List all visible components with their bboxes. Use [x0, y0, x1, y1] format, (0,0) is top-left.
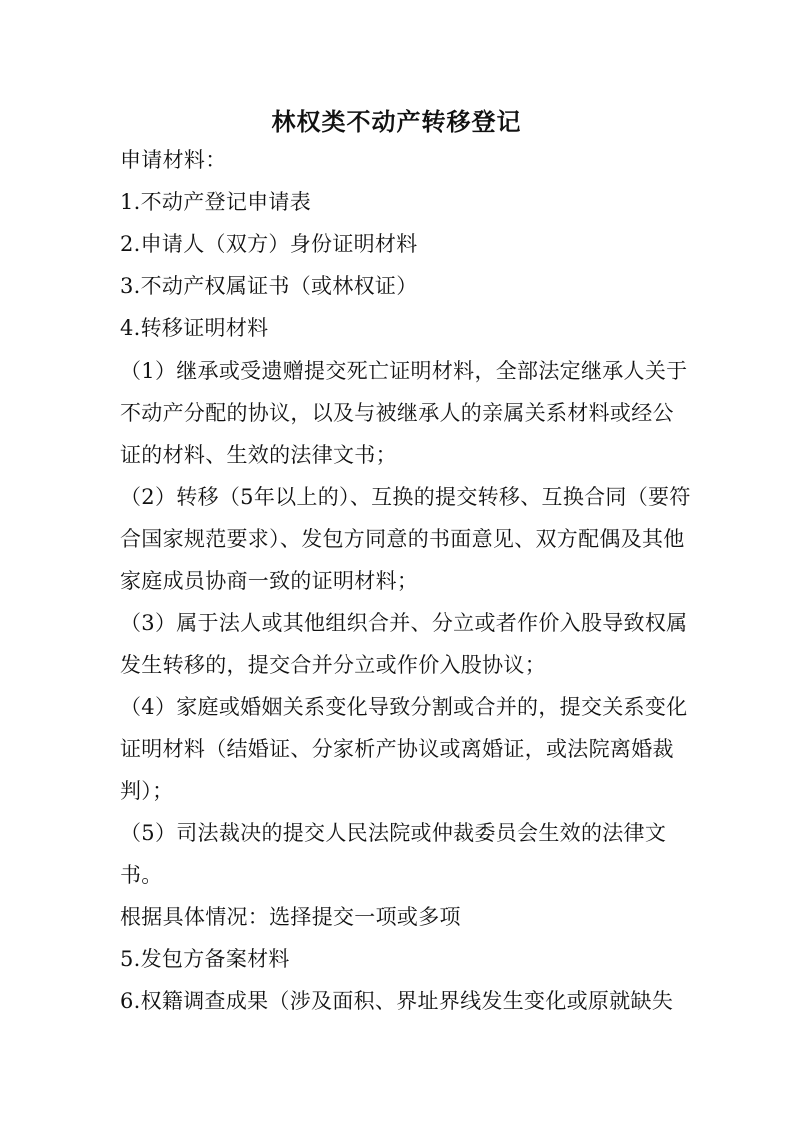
paragraph-line: （1）继承或受遗赠提交死亡证明材料，全部法定继承人关于: [120, 359, 688, 383]
paragraph-line: 不动产分配的协议，以及与被继承人的亲属关系材料或经公: [120, 401, 674, 425]
paragraph-line: 发生转移的，提交合并分立或作价入股协议；: [120, 653, 546, 677]
paragraph-line: （5）司法裁决的提交人民法院或仲裁委员会生效的法律文: [120, 821, 667, 845]
paragraph-line: （4）家庭或婚姻关系变化导致分割或合并的，提交关系变化: [120, 695, 688, 719]
paragraph-line: （3）属于法人或其他组织合并、分立或者作价入股导致权属: [120, 611, 688, 635]
paragraph-line: 书。: [120, 863, 163, 887]
list-item: 2.申请人（双方）身份证明材料: [120, 232, 418, 256]
list-item: 5.发包方备案材料: [120, 947, 290, 971]
paragraph-line: 家庭成员协商一致的证明材料；: [120, 569, 419, 593]
paragraph-line: （2）转移（5年以上的）、互换的提交转移、互换合同（要符: [120, 485, 691, 509]
paragraph-line: 判）；: [120, 779, 174, 803]
list-item: 4.转移证明材料: [120, 316, 269, 340]
list-item: 1.不动产登记申请表: [120, 190, 312, 214]
paragraph-line: 合国家规范要求）、发包方同意的书面意见、双方配偶及其他: [120, 527, 685, 551]
section-heading-application-materials: 申请材料：: [120, 148, 227, 172]
list-item: 6.权籍调查成果（涉及面积、界址界线发生变化或原就缺失: [120, 989, 674, 1013]
paragraph-line: 根据具体情况：选择提交一项或多项: [120, 905, 461, 929]
paragraph-line: 证明材料（结婚证、分家析产协议或离婚证，或法院离婚裁: [120, 737, 674, 761]
paragraph-line: 证的材料、生效的法律文书；: [120, 443, 397, 467]
document-title: 林权类不动产转移登记: [271, 108, 522, 136]
list-item: 3.不动产权属证书（或林权证）: [120, 274, 418, 298]
